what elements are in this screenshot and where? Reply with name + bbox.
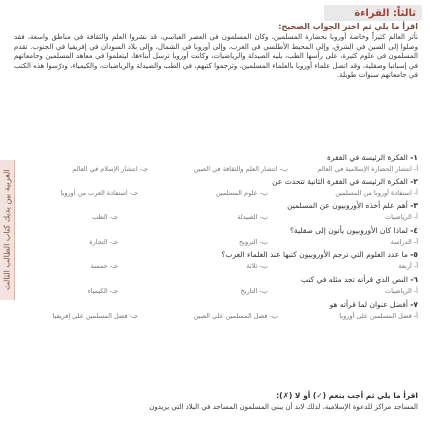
question-4-options [14, 238, 418, 248]
option-a[interactable]: أ- أربعة [398, 262, 418, 270]
option-c[interactable]: جـ- خمسة [90, 262, 118, 270]
question-number: ٢- [410, 177, 418, 186]
option-b[interactable]: ب- ثلاثة [246, 262, 268, 270]
question-number: ١- [410, 153, 418, 162]
option-b[interactable]: ب- فضل المسلمين على الصين [193, 312, 278, 320]
option-b[interactable]: ب- علوم المسلمين [215, 189, 268, 197]
option-c[interactable]: جـ- الكيمياء [87, 287, 118, 295]
question-1 [14, 153, 418, 162]
question-3 [14, 201, 418, 210]
question-2-options [14, 189, 418, 199]
option-c[interactable]: جـ- الطب [92, 213, 118, 221]
question-3-options [14, 213, 418, 223]
option-c[interactable]: جـ- التجارة [89, 238, 118, 246]
option-a[interactable]: أ- الرياضيات [385, 213, 418, 221]
section-header [324, 5, 422, 21]
question-text: أهم علم أخذه الأوروبيون عن المسلمين [287, 201, 408, 210]
option-a[interactable]: أ- الرياضيات [385, 287, 418, 295]
option-b[interactable]: ب- التاريخ [240, 287, 268, 295]
reading-paragraph-2: المساجد مراكز للدعوة الإسلامية، لذلك لابد أن يبني المسلمون المساجد في البلاد التي يريدون [149, 403, 418, 411]
question-5 [14, 250, 418, 259]
question-7-options [14, 312, 418, 322]
question-text: النص الذي قرأته تجد مثله في كتب [301, 275, 408, 284]
option-c[interactable]: جـ- انتشار الإسلام في العالم [72, 165, 148, 173]
option-b[interactable]: ب- انتشار العلم والثقافة في الصين [193, 165, 288, 173]
instruction-2: اقرأ ما يلي ثم أجب بنعم (✓) أو لا (✗): [276, 391, 418, 400]
question-number: ٣- [410, 201, 418, 210]
option-a[interactable]: أ- الدراسة [390, 238, 418, 246]
reading-paragraph: تأثر العالم كثيراً وخاصة أوروبا بحضارة المسلمين، وكان المسلمون في العصر العباسي، قد نشروا العلم والثقافة في مناطق واسعة، فقد وصلوا إلى الصين في الشرق، وإلى المحيط الأطلسي في الغرب، وإلى أوروبا في الشمال، وإلى بلاد السودان في إفريقيا في الجنوب. تقدم المسلمون في علوم كثيرة، على رأسها الطب، يليه الصيدلة والرياضيات، وكانت أوروبا ترسل أبناءها، ليتعلموا في معاهد المسلمين وجامعاتهم في إسبانيا وصقلية، وقد اتصل علماء أوروبا بالعلماء المسلمين، وترجموا كتبهم، في الطب والصيدلة والرياضيات، والكيمياء، ودرّسوا هذه الكتب في جامعاتهم سنوات طويلة. [14, 33, 418, 79]
option-a[interactable]: أ- استفادة أوروبا من المسلمين [335, 189, 418, 197]
question-number: ٧- [410, 300, 418, 309]
option-b[interactable]: ب- الصيدلة [237, 213, 268, 221]
option-b[interactable]: ب- الترويح [238, 238, 268, 246]
option-c[interactable]: جـ- استفادة العرب من أوروبا [60, 189, 138, 197]
question-2 [14, 177, 418, 186]
option-a[interactable]: أ- فضل المسلمين على أوروبا [339, 312, 418, 320]
question-6 [14, 275, 418, 284]
question-number: ٤- [410, 226, 418, 235]
side-tab [0, 160, 15, 300]
question-text: الفكرة الرئيسة في الفقرة الثانية تتحدث عن [272, 177, 408, 186]
question-6-options [14, 287, 418, 297]
question-4 [14, 226, 418, 235]
question-1-options [14, 165, 418, 175]
question-text: ما عدد العلوم التي ترجم الأوروبيون كتبها عند العلماء العرب؟ [221, 250, 408, 259]
question-text: أفضل عنوان لما قرأته هو [329, 300, 408, 309]
question-7 [14, 300, 418, 309]
question-number: ٥- [410, 250, 418, 259]
question-text: الفكرة الرئيسة في الفقرة [326, 153, 408, 162]
question-number: ٦- [410, 275, 418, 284]
section-title: ثالثاً: القراءة [354, 7, 416, 19]
option-c[interactable]: جـ- فضل المسلمين على إفريقيا [52, 312, 138, 320]
side-tab-label: العربية بين يديك كتاب الطالب الثالث [2, 169, 12, 291]
question-5-options [14, 262, 418, 272]
option-a[interactable]: أ- انتشار الحضارة الإسلامية في العالم [317, 165, 418, 173]
instruction: اقرأ ما يلي ثم اختر الجواب الصحيح: [278, 22, 418, 31]
question-text: لماذا كان الأوروبيون يأتون إلى صقلية؟ [289, 226, 408, 235]
